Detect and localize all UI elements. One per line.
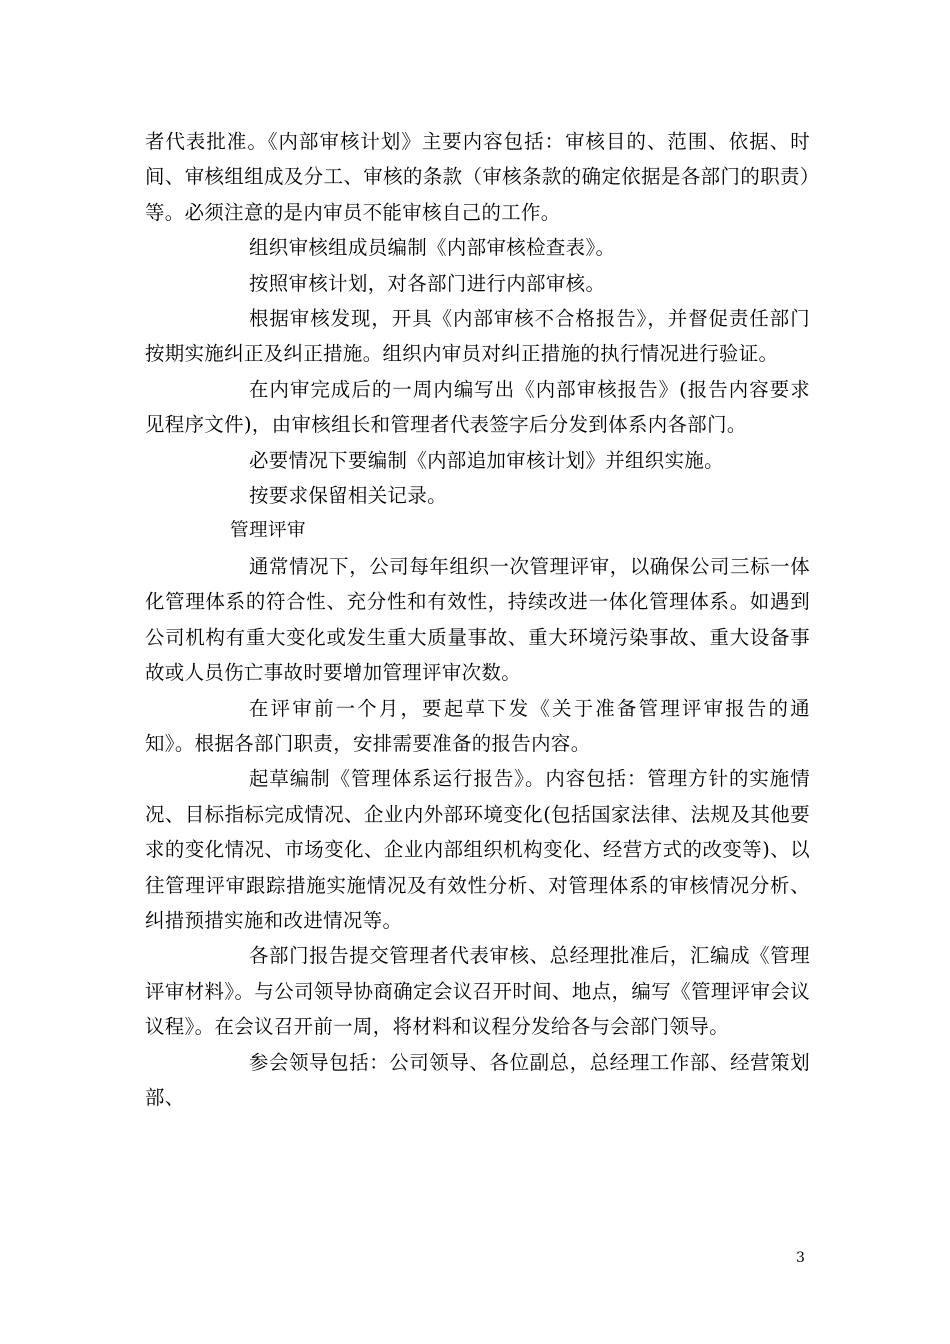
paragraph: 组织审核组成员编制《内部审核检查表》。 <box>249 236 616 260</box>
paragraph: 者代表批准。《内部审核计划》主要内容包括：审核目的、范围、依据、时间、审核组组成及分工、审核的条款（审核条款的确定依据是各部门的职责）等。必须注意的是内审员不能审核自己的工作。 <box>145 130 810 224</box>
paragraph: 按照审核计划，对各部门进行内部审核。 <box>249 271 606 295</box>
paragraph: 按要求保留相关记录。 <box>249 484 447 508</box>
paragraph: 必要情况下要编制《内部追加审核计划》并组织实施。 <box>249 448 724 472</box>
paragraph: 通常情况下，公司每年组织一次管理评审，以确保公司三标一体化管理体系的符合性、充分性和有效性，持续改进一体化管理体系。如遇到公司机构有重大变化或发生重大质量事故、重大环境污染事故、重大设备事故或人员伤亡事故时要增加管理评审次数。 <box>145 554 810 685</box>
paragraph: 起草编制《管理体系运行报告》。内容包括：管理方针的实施情况、目标指标完成情况、企业内外部环境变化(包括国家法律、法规及其他要求的变化情况、市场变化、企业内部组织机构变化、经营方式的改变等)、以往管理评审跟踪措施实施情况及有效性分析、对管理体系的审核情况分析、纠措预措实施和改进情况等。 <box>145 767 810 932</box>
paragraph: 在内审完成后的一周内编写出《内部审核报告》(报告内容要求见程序文件)，由审核组长和管理者代表签字后分发到体系内各部门。 <box>145 377 810 437</box>
page-number: 3 <box>796 1250 805 1266</box>
body-text <box>145 124 810 1115</box>
paragraph: 在评审前一个月，要起草下发《关于准备管理评审报告的通知》。根据各部门职责，安排需要准备的报告内容。 <box>145 696 810 755</box>
section-heading: 管理评审 <box>230 520 306 542</box>
paragraph: 参会领导包括：公司领导、各位副总，总经理工作部、经营策划部、 <box>145 1050 810 1109</box>
paragraph: 各部门报告提交管理者代表审核、总经理批准后，汇编成《管理评审材料》。与公司领导协商确定会议召开时间、地点，编写《管理评审会议议程》。在会议召开前一周，将材料和议程分发给各与会部门领导。 <box>145 944 810 1039</box>
paragraph: 根据审核发现，开具《内部审核不合格报告》，并督促责任部门按期实施纠正及纠正措施。组织内审员对纠正措施的执行情况进行验证。 <box>145 307 810 366</box>
